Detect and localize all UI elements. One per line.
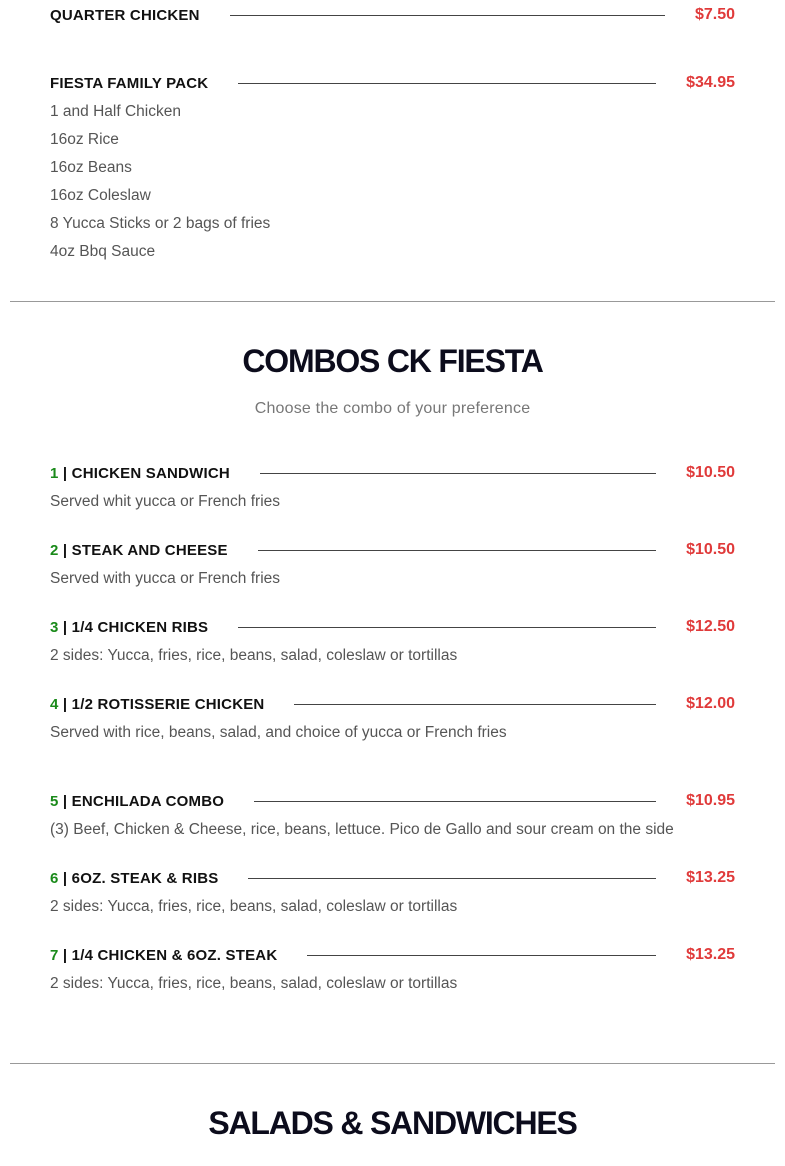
combo-item <box>50 612 735 670</box>
dotted-leader-line <box>307 955 656 956</box>
menu-item-name: FIESTA FAMILY PACK <box>50 74 209 92</box>
dotted-leader-line <box>294 704 656 705</box>
dotted-leader-line <box>260 473 656 474</box>
combo-number: 5 <box>50 792 59 810</box>
combo-item <box>50 689 735 747</box>
menu-item-detail: 4oz Bbq Sauce <box>50 243 156 260</box>
section-title: COMBOS CK FIESTA <box>242 343 543 379</box>
menu-item-price: $10.50 <box>686 464 735 481</box>
menu-item-detail: 8 Yucca Sticks or 2 bags of fries <box>50 215 271 232</box>
menu-item-row <box>50 786 735 816</box>
section-divider <box>10 301 775 302</box>
combo-name-text: | 1/4 CHICKEN RIBS <box>62 618 209 636</box>
menu-item-price: $10.50 <box>686 541 735 558</box>
menu-item-name <box>50 870 218 887</box>
menu-item-name <box>50 619 208 636</box>
menu-item-name: QUARTER CHICKEN <box>50 6 200 24</box>
dotted-leader-line <box>238 627 656 628</box>
menu-item-price: $10.95 <box>686 792 735 809</box>
menu-item-row <box>50 458 735 488</box>
menu-item-description: Served with rice, beans, salad, and choice of yucca or French fries <box>50 724 507 741</box>
menu-item-price: $7.50 <box>694 6 735 23</box>
menu-item-name <box>50 696 264 713</box>
menu-item-detail: 16oz Coleslaw <box>50 187 151 204</box>
menu-item-name <box>50 793 224 810</box>
menu-item-row <box>50 863 735 893</box>
menu-item-name <box>50 465 230 482</box>
menu-item-description: 2 sides: Yucca, fries, rice, beans, salad, coleslaw or tortillas <box>50 647 458 664</box>
dotted-leader-line <box>254 801 656 802</box>
combo-number: 3 <box>50 618 59 636</box>
menu-item-description: Served with yucca or French fries <box>50 570 281 587</box>
combo-name-text: | 6OZ. STEAK & RIBS <box>62 869 219 887</box>
section-title: SALADS & SANDWICHES <box>208 1105 577 1141</box>
combo-name-text: | ENCHILADA COMBO <box>62 792 225 810</box>
combo-item <box>50 863 735 921</box>
menu-item-price: $13.25 <box>686 946 735 963</box>
menu-item <box>50 0 735 30</box>
combo-name-text: | 1/2 ROTISSERIE CHICKEN <box>62 695 265 713</box>
menu-item-row <box>50 0 735 30</box>
section-subtitle: Choose the combo of your preference <box>254 400 531 417</box>
menu-item-description: (3) Beef, Chicken & Cheese, rice, beans, lettuce. Pico de Gallo and sour cream on the side <box>50 821 674 838</box>
menu-item-row <box>50 68 735 98</box>
combo-item <box>50 940 735 998</box>
menu-item-detail: 1 and Half Chicken <box>50 103 181 120</box>
menu-item-row <box>50 612 735 642</box>
dotted-leader-line <box>238 83 656 84</box>
dotted-leader-line <box>230 15 665 16</box>
combo-name-text: | 1/4 CHICKEN & 6OZ. STEAK <box>62 946 278 964</box>
menu-item-detail: 16oz Rice <box>50 131 119 148</box>
menu-item-price: $12.50 <box>686 618 735 635</box>
menu-item-name <box>50 542 228 559</box>
section-divider <box>10 1063 775 1064</box>
dotted-leader-line <box>248 878 656 879</box>
menu-item-price: $34.95 <box>686 74 735 91</box>
combo-item <box>50 458 735 516</box>
combo-item <box>50 535 735 593</box>
combo-number: 7 <box>50 946 59 964</box>
menu-item-row <box>50 940 735 970</box>
menu-item-description: Served whit yucca or French fries <box>50 493 281 510</box>
menu-item-description: 2 sides: Yucca, fries, rice, beans, salad, coleslaw or tortillas <box>50 975 458 992</box>
menu-item <box>50 68 735 266</box>
menu-item-price: $13.25 <box>686 869 735 886</box>
combo-name-text: | CHICKEN SANDWICH <box>62 464 230 482</box>
combo-item <box>50 786 735 844</box>
combo-number: 2 <box>50 541 59 559</box>
combo-number: 6 <box>50 869 59 887</box>
combo-number: 4 <box>50 695 59 713</box>
dotted-leader-line <box>258 550 656 551</box>
menu-item-price: $12.00 <box>686 695 735 712</box>
menu-item-description: 2 sides: Yucca, fries, rice, beans, salad, coleslaw or tortillas <box>50 898 458 915</box>
combo-name-text: | STEAK AND CHEESE <box>62 541 228 559</box>
menu-item-name <box>50 947 277 964</box>
menu-item-row <box>50 535 735 565</box>
combo-number: 1 <box>50 464 59 482</box>
menu-item-detail: 16oz Beans <box>50 159 132 176</box>
menu-item-row <box>50 689 735 719</box>
